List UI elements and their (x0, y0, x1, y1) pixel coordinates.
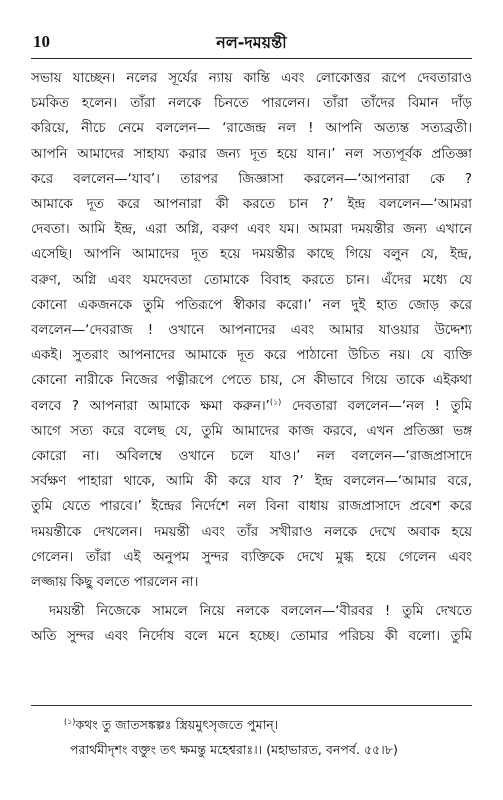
text-line: আপনি আমাদের সাহায্য করার জন্য দূত হয়ে যান।’ নল সত্যপূর্বক প্রতিজ্ঞা (31, 146, 472, 162)
text-line: চমকিত হলেন। তাঁরা নলকে চিনতে পারলেন। তাঁরা তাঁদের বিমান দাঁড় (31, 96, 472, 112)
text-line: দময়ন্তীকে দেখলেন। দময়ন্তী এবং তাঁর সখীরাও নলকে দেখে অবাক হয়ে (31, 524, 472, 540)
text-line: সভায় যাচ্ছেন। নলের সূর্যের ন্যায় কান্তি এবং লোকোত্তর রূপে দেবতারাও (31, 71, 472, 86)
text-segment: দেবতারা বললেন—‘নল ! তুমি (291, 398, 472, 414)
page-number: 10 (33, 32, 50, 51)
footnote-marker: (১) (64, 716, 76, 726)
page-header (31, 30, 472, 56)
footnote-text: কথং তু জাতসঙ্কল্পঃ স্ত্রিয়মুৎসৃজতে পুমান্। (75, 717, 279, 732)
text-line: আগে সত্য করে বলেছ যে, তুমি আমাদের কাজ করবে, এখন প্রতিজ্ঞা ভঙ্গ (31, 423, 472, 439)
text-line: বরুণ, অগ্নি এবং যমদেবতা তোমাকে বিবাহ করতে চান। এঁদের মধ্যে যে (31, 272, 472, 288)
text-line: গেলেন। তাঁরা এই অনুপম সুন্দর ব্যক্তিকে দেখে মুগ্ধ হয়ে গেলেন এবং (31, 549, 472, 565)
text-line: আমাকে দূত করে আপনারা কী করতে চান ?’ ইন্দ্র বললেন—‘আমরা (31, 197, 472, 213)
text-line: কোরো না। অবিলম্বে ওখানে চলে যাও।’ নল বললেন—‘রাজপ্রাসাদে (31, 449, 472, 465)
text-line: বললেন—‘দেবরাজ ! ওখানে আপনাদের এবং আমার যাওয়ার উদ্দেশ্য (31, 323, 472, 339)
text-line: দময়ন্তী নিজেকে সামলে নিয়ে নলকে বললেন—‘বীরবর ! তুমি দেখতে (49, 604, 472, 620)
text-line: তুমি যেতে পারবে।’ ইন্দ্রের নির্দেশে নল বিনা বাধায় রাজপ্রাসাদে প্রবেশ করে (31, 499, 472, 515)
footnote-rule (31, 705, 472, 706)
text-line: সর্বক্ষণ পাহারা থাকে, আমি কী করে যাব ?’ ইন্দ্র বললেন—‘আমার বরে, (31, 474, 472, 490)
paragraph-2 (31, 599, 472, 649)
text-line: কোনো একজনকে তুমি পতিরূপে স্বীকার করো।’ নল দুই হাত জোড় করে (31, 297, 472, 313)
running-title: নল-দময়ন্তী (216, 33, 287, 52)
text-line-with-footnote (31, 394, 472, 419)
footnotes (64, 712, 472, 762)
text-line: করে বললেন—‘যাব’। তারপর জিজ্ঞাসা করলেন—‘আপনারা কে ? (31, 171, 472, 187)
header-rule (31, 58, 472, 59)
text-line: করিয়ে, নীচে নেমে বললেন— ‘রাজেন্দ্র নল ! আপনি অত্যন্ত সত্যব্রতী। (31, 121, 472, 137)
footnote-line: পরার্থমীদৃশং বক্তুং তৎ ক্ষমন্তু মহেশ্বরাঃ।। (মহাভারত, বনপর্ব. ৫৫।৮) (70, 742, 398, 757)
text-line: কোনো নারীকে নিজের পত্নীরূপে পেতে চায়, সে কীভাবে গিয়ে তাকে এইকথা (31, 373, 472, 389)
paragraph-1 (31, 66, 472, 595)
footnote-reference[interactable]: (১) (269, 397, 282, 407)
text-segment: বলবে ? আপনারা আমাকে ক্ষমা করুন।’ (31, 398, 270, 414)
body-text (31, 66, 472, 650)
text-line: লজ্জায় কিছু বলতে পারলেন না। (31, 575, 199, 591)
footnote-line (64, 712, 472, 737)
text-line: এসেছি। আপনি আমাদের দূত হয়ে দময়ন্তীর কাছে গিয়ে বলুন যে, ইন্দ্র, (31, 247, 472, 263)
text-line: অতি সুন্দর এবং নির্দোষ বলে মনে হচ্ছে। তোমার পরিচয় কী বলো। তুমি (31, 629, 472, 645)
text-line: দেবতা। আমি ইন্দ্র, এরা অগ্নি, বরুণ এবং যম। আমরা দময়ন্তীর জন্য এখানে (31, 222, 472, 238)
text-line: একই। সুতরাং আপনাদের আমাকে দূত করে পাঠানো উচিত নয়। যে ব্যক্তি (31, 348, 472, 364)
